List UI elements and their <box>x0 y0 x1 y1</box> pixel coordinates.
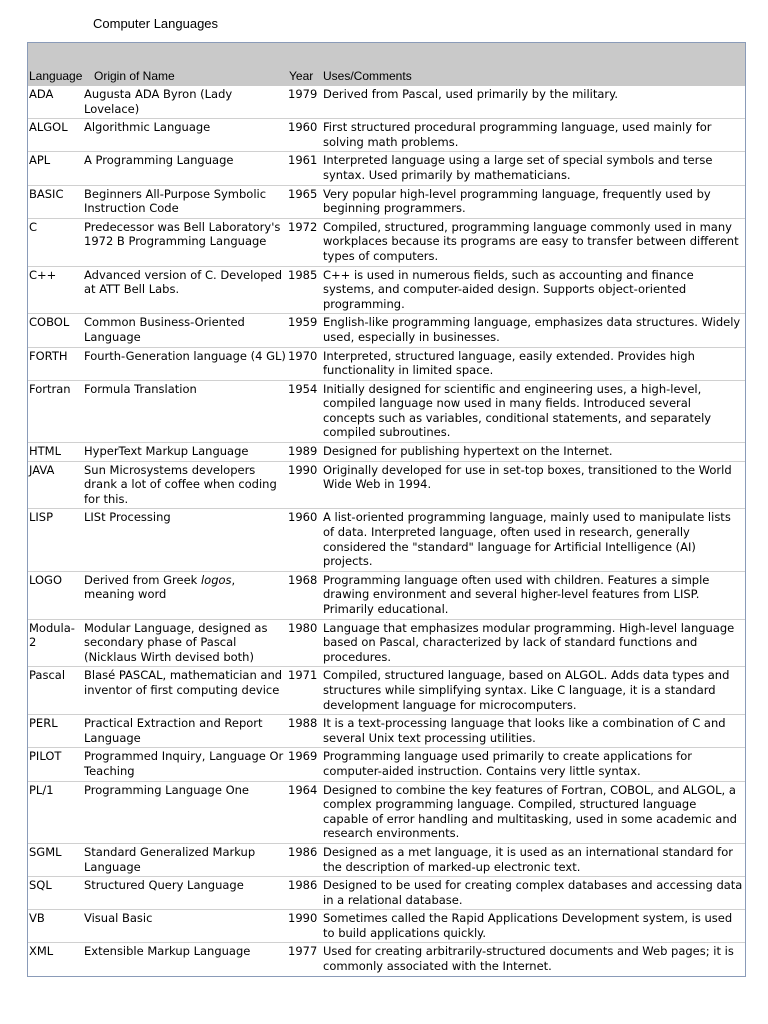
cell-language: LOGO <box>28 571 83 619</box>
cell-year: 1961 <box>288 152 322 185</box>
cell-year: 1979 <box>288 87 318 101</box>
cell-year: 1968 <box>288 571 322 619</box>
cell-uses: Compiled, structured language, based on ALGOL. Adds data types and structures while simplifying syntax. Like C language, it is a standard development language for microcomputers. <box>322 667 745 715</box>
cell-year: 1985 <box>288 266 322 314</box>
cell-language: PERL <box>28 715 83 748</box>
table-row <box>28 185 745 218</box>
cell-year: 1986 <box>288 843 322 876</box>
cell-origin: Algorithmic Language <box>83 119 288 152</box>
table-row <box>28 781 745 843</box>
cell-origin: Common Business-Oriented Language <box>83 314 288 347</box>
table-row <box>28 571 745 619</box>
table-row <box>28 314 745 347</box>
cell-origin: Advanced version of C. Developed at ATT Bell Labs. <box>83 266 288 314</box>
cell-uses: Programming language often used with children. Features a simple drawing environment and several higher-level features from LISP. Primarily educational. <box>322 571 745 619</box>
table-row <box>28 509 745 571</box>
cell-origin: Visual Basic <box>83 910 288 943</box>
cell-language: Pascal <box>28 667 83 715</box>
header-origin: Origin of Name <box>83 43 288 86</box>
table-body <box>28 86 745 976</box>
table-row <box>28 461 745 509</box>
cell-language: COBOL <box>28 314 83 347</box>
cell-origin: Augusta ADA Byron (Lady Lovelace) <box>84 87 233 116</box>
cell-uses: Designed as a met language, it is used as an international standard for the description of marked-up electronic text. <box>322 843 745 876</box>
cell-language: Fortran <box>28 380 83 442</box>
table-row <box>28 347 745 380</box>
page-title: Computer Languages <box>93 16 219 31</box>
table-row <box>28 218 745 266</box>
cell-language: JAVA <box>28 461 83 509</box>
cell-origin: Formula Translation <box>83 380 288 442</box>
cell-origin: Predecessor was Bell Laboratory's 1972 B Programming Language <box>83 218 288 266</box>
cell-uses: Designed to be used for creating complex databases and accessing data in a relational database. <box>322 877 745 910</box>
cell-uses: English-like programming language, emphasizes data structures. Widely used, especially in businesses. <box>322 314 745 347</box>
cell-origin: HyperText Markup Language <box>83 443 288 462</box>
cell-year: 1971 <box>288 667 322 715</box>
cell-language: SQL <box>28 877 83 910</box>
cell-year: 1989 <box>288 443 322 462</box>
cell-year: 1988 <box>288 715 322 748</box>
header-uses: Uses/Comments <box>322 43 745 86</box>
table-row <box>28 843 745 876</box>
cell-year: 1965 <box>288 185 322 218</box>
cell-origin: Modular Language, designed as secondary phase of Pascal (Nicklaus Wirth devised both) <box>83 619 288 667</box>
cell-uses: Used for creating arbitrarily-structured documents and Web pages; it is commonly associated with the Internet. <box>322 943 745 976</box>
table-row <box>28 380 745 442</box>
cell-language: LISP <box>28 509 83 571</box>
cell-origin: Extensible Markup Language <box>83 943 288 976</box>
cell-language: ALGOL <box>28 119 83 152</box>
cell-language: Modula-2 <box>28 619 83 667</box>
cell-origin: Fourth-Generation language (4 GL) <box>83 347 288 380</box>
cell-uses: First structured procedural programming language, used mainly for solving math problems. <box>322 119 745 152</box>
table-row <box>28 667 745 715</box>
cell-uses: Compiled, structured, programming language commonly used in many workplaces because its programs are easy to transfer between different types of computers. <box>322 218 745 266</box>
cell-uses: Very popular high-level programming language, frequently used by beginning programmers. <box>322 185 745 218</box>
cell-origin: Sun Microsystems developers drank a lot of coffee when coding for this. <box>83 461 288 509</box>
cell-uses: Sometimes called the Rapid Applications Development system, is used to build applications quickly. <box>322 910 745 943</box>
cell-origin: Derived from Greek logos, meaning word <box>83 571 288 619</box>
cell-language: PL/1 <box>28 781 83 843</box>
cell-language: ADA <box>29 87 54 101</box>
table-row <box>28 119 745 152</box>
languages-table <box>28 43 745 976</box>
cell-uses: Interpreted, structured language, easily extended. Provides high functionality in limited space. <box>322 347 745 380</box>
cell-year: 1960 <box>288 119 322 152</box>
cell-language: HTML <box>28 443 83 462</box>
languages-table-container <box>27 42 746 977</box>
cell-uses: Programming language used primarily to create applications for computer-aided instruction. Contains very little syntax. <box>322 748 745 781</box>
table-row <box>28 443 745 462</box>
cell-uses: C++ is used in numerous fields, such as accounting and finance systems, and computer-aided design. Supports object-oriented programming. <box>322 266 745 314</box>
cell-language: PILOT <box>28 748 83 781</box>
cell-origin: Structured Query Language <box>83 877 288 910</box>
table-row <box>28 943 745 976</box>
cell-uses: Derived from Pascal, used primarily by the military. <box>323 87 618 101</box>
cell-uses: Language that emphasizes modular programming. High-level language based on Pascal, characterized by lack of standard functions and procedures. <box>322 619 745 667</box>
cell-year: 1972 <box>288 218 322 266</box>
cell-uses: It is a text-processing language that looks like a combination of C and several Unix text processing utilities. <box>322 715 745 748</box>
table-row <box>28 715 745 748</box>
cell-uses: Interpreted language using a large set of special symbols and terse syntax. Used primarily by mathematicians. <box>322 152 745 185</box>
table-row <box>28 877 745 910</box>
cell-year: 1969 <box>288 748 322 781</box>
italic-word: logos <box>200 572 232 587</box>
table-row <box>28 910 745 943</box>
cell-year: 1970 <box>288 347 322 380</box>
cell-year: 1990 <box>288 910 322 943</box>
table-row <box>28 86 745 119</box>
cell-year: 1960 <box>288 509 322 571</box>
cell-uses: Designed for publishing hypertext on the Internet. <box>322 443 745 462</box>
cell-origin: Blasé PASCAL, mathematician and inventor of first computing device <box>83 667 288 715</box>
cell-origin: A Programming Language <box>83 152 288 185</box>
cell-language: APL <box>28 152 83 185</box>
cell-language: VB <box>28 910 83 943</box>
cell-uses: Designed to combine the key features of Fortran, COBOL, and ALGOL, a complex programming language. Compiled, structured language capable of error handling and multitasking, used in some academic and research environments. <box>322 781 745 843</box>
cell-origin: Practical Extraction and Report Language <box>83 715 288 748</box>
cell-year: 1980 <box>288 619 322 667</box>
cell-language: SGML <box>28 843 83 876</box>
cell-year: 1964 <box>288 781 322 843</box>
cell-origin: Programming Language One <box>83 781 288 843</box>
cell-origin: Standard Generalized Markup Language <box>83 843 288 876</box>
cell-origin: Programmed Inquiry, Language Or Teaching <box>83 748 288 781</box>
cell-language: C++ <box>28 266 83 314</box>
cell-uses: A list-oriented programming language, mainly used to manipulate lists of data. Interpreted language, often used in research, generally considered the "standard" language for Artificial Intelligence (AI) projects. <box>322 509 745 571</box>
cell-origin: Beginners All-Purpose Symbolic Instruction Code <box>83 185 288 218</box>
header-language: Language <box>28 43 83 86</box>
cell-uses: Initially designed for scientific and engineering uses, a high-level, compiled language now used in many fields. Introduced several concepts such as variables, conditional statements, and separately compiled subroutines. <box>322 380 745 442</box>
table-row <box>28 152 745 185</box>
table-row <box>28 748 745 781</box>
cell-language: C <box>28 218 83 266</box>
cell-year: 1977 <box>288 943 322 976</box>
table-row <box>28 619 745 667</box>
cell-year: 1990 <box>288 461 322 509</box>
cell-origin: LISt Processing <box>83 509 288 571</box>
cell-year: 1986 <box>288 877 322 910</box>
cell-year: 1959 <box>288 314 322 347</box>
cell-language: BASIC <box>28 185 83 218</box>
header-year: Year <box>288 43 322 86</box>
cell-language: FORTH <box>28 347 83 380</box>
table-header <box>28 43 745 86</box>
cell-uses: Originally developed for use in set-top boxes, transitioned to the World Wide Web in 1994. <box>322 461 745 509</box>
cell-language: XML <box>28 943 83 976</box>
cell-year: 1954 <box>288 380 322 442</box>
table-row <box>28 266 745 314</box>
